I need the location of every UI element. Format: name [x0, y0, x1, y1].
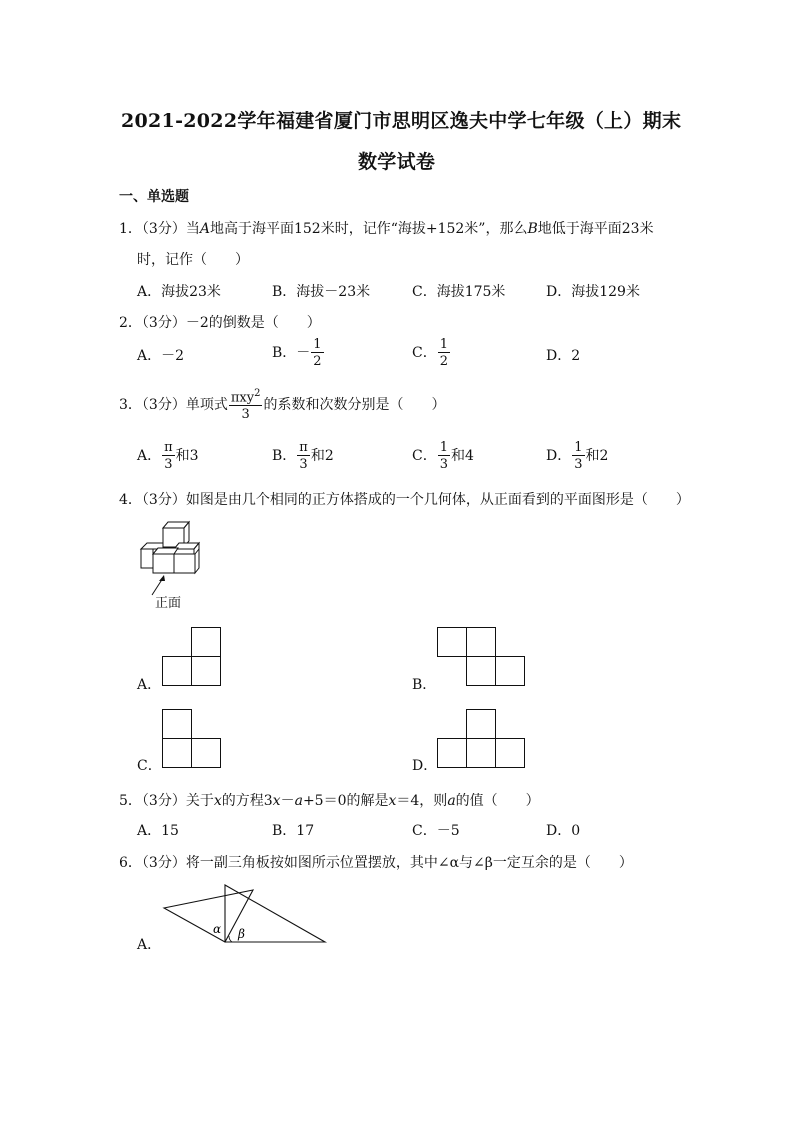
question-text: ＝4，则 — [396, 793, 448, 809]
q3-option-a[interactable] — [137, 441, 199, 471]
numerator: 1 — [574, 440, 583, 455]
fraction — [438, 441, 450, 471]
question-2 — [119, 312, 321, 332]
option-label: A． — [137, 448, 162, 464]
section-heading-single-choice: 一、单选题 — [119, 189, 189, 205]
q4-option-b-figure — [437, 627, 527, 687]
q2-option-c[interactable] — [412, 338, 451, 368]
question-score: （3分） — [141, 793, 186, 809]
fraction — [311, 338, 323, 368]
fraction — [438, 338, 450, 368]
question-score: （3分） — [141, 221, 186, 237]
option-label: C． — [412, 448, 437, 464]
numerator: 1 — [439, 440, 448, 455]
numerator: 1 — [439, 337, 448, 352]
q5-option-d[interactable]: D．0 — [546, 823, 581, 839]
option-suffix: 和3 — [175, 448, 199, 464]
question-score: （3分） — [141, 492, 186, 508]
option-suffix: 和4 — [451, 448, 474, 464]
denominator: 2 — [313, 354, 322, 369]
q2-option-a[interactable]: A．－2 — [137, 348, 185, 364]
q5-option-c[interactable]: C．－5 — [412, 823, 460, 839]
option-label: C． — [412, 345, 437, 361]
q4-option-b[interactable]: B． — [412, 677, 437, 693]
question-text: －2的倒数是（ ） — [185, 315, 321, 331]
page-title-line1: 2021-2022学年福建省厦门市思明区逸夫中学七年级（上）期末 — [121, 110, 682, 132]
denominator: 3 — [164, 457, 173, 472]
q4-option-d-figure — [437, 709, 527, 769]
denominator: 3 — [299, 457, 308, 472]
question-6 — [119, 852, 633, 872]
question-5 — [119, 790, 540, 810]
question-text: 的方程3 — [221, 793, 273, 809]
q4-option-a-figure — [162, 627, 222, 687]
fraction — [162, 441, 175, 471]
variable-b: B — [527, 221, 538, 237]
front-view-label: 正面 — [155, 596, 182, 611]
question-1-line1 — [119, 218, 654, 238]
variable-x: x — [272, 793, 281, 809]
option-label: B． — [272, 448, 297, 464]
question-score: （3分） — [141, 397, 186, 414]
option-suffix: 和2 — [310, 448, 334, 464]
q2-option-d[interactable]: D．2 — [546, 348, 581, 364]
beta-label: β — [238, 927, 245, 941]
question-text: 的值（ ） — [455, 793, 540, 809]
question-number: 3． — [119, 397, 142, 414]
variable-a: a — [294, 793, 303, 809]
q1-option-c[interactable]: C．海拔175米 — [412, 284, 506, 300]
option-label: B．－ — [272, 345, 311, 361]
q2-option-b[interactable] — [272, 338, 325, 368]
question-text: 地高于海平面152米时，记作“海拔+152米”，那么 — [209, 221, 528, 237]
q4-option-d[interactable]: D． — [412, 758, 438, 774]
question-1-line2: 时，记作（ ） — [137, 252, 249, 268]
question-text: 如图是由几个相同的正方体搭成的一个几何体，从正面看到的平面图形是（ ） — [185, 492, 690, 508]
fraction — [572, 441, 584, 471]
question-number: 6． — [119, 855, 142, 871]
question-text: 关于 — [185, 793, 214, 809]
q3-option-c[interactable] — [412, 441, 474, 471]
q1-option-d[interactable]: D．海拔129米 — [546, 284, 640, 300]
q6-option-a[interactable]: A． — [137, 937, 162, 953]
q6-option-a-figure — [160, 883, 330, 949]
denominator: 2 — [439, 354, 448, 369]
question-text: 地低于海平面23米 — [537, 221, 654, 237]
q3-option-d[interactable] — [546, 441, 608, 471]
monomial-fraction — [229, 389, 263, 421]
q4-option-a[interactable]: A． — [137, 677, 162, 693]
variable-a: a — [447, 793, 456, 809]
variable-a: A — [199, 221, 210, 237]
page-title-line2: 数学试卷 — [358, 151, 436, 173]
numerator — [229, 389, 263, 406]
q4-option-c-figure — [162, 709, 222, 769]
q1-option-b[interactable]: B．海拔－23米 — [272, 284, 371, 300]
question-text: 将一副三角板按如图所示位置摆放，其中∠α与∠β一定互余的是（ ） — [185, 855, 633, 871]
variable-x: x — [388, 793, 397, 809]
numerator: π — [299, 440, 308, 455]
q3-option-b[interactable] — [272, 441, 334, 471]
question-number: 4． — [119, 492, 142, 508]
q5-option-a[interactable]: A．15 — [137, 823, 179, 839]
denominator: 3 — [574, 457, 583, 472]
denominator: 3 — [241, 407, 250, 423]
q5-option-b[interactable]: B．17 — [272, 823, 315, 839]
question-text: － — [280, 793, 295, 809]
question-text: 的系数和次数分别是（ ） — [263, 397, 446, 414]
q1-option-a[interactable]: A．海拔23米 — [137, 284, 221, 300]
question-score: （3分） — [141, 315, 186, 331]
option-suffix: 和2 — [585, 448, 609, 464]
numerator: π — [164, 440, 173, 455]
variable-x: x — [213, 793, 222, 809]
question-text: 单项式 — [185, 397, 228, 414]
question-number: 1． — [119, 221, 142, 237]
question-3 — [119, 389, 445, 421]
expr-base: πxy — [230, 390, 255, 406]
question-number: 2． — [119, 315, 142, 331]
numerator: 1 — [313, 337, 322, 352]
question-4 — [119, 489, 690, 509]
question-score: （3分） — [141, 855, 186, 871]
fraction — [297, 441, 310, 471]
question-number: 5． — [119, 793, 142, 809]
question-text: +5＝0的解是 — [302, 793, 389, 809]
alpha-label: α — [213, 922, 222, 936]
q4-option-c[interactable]: C． — [137, 758, 162, 774]
exponent: 2 — [254, 388, 261, 399]
option-label: D． — [546, 448, 572, 464]
denominator: 3 — [439, 457, 448, 472]
question-text: 当 — [185, 221, 200, 237]
